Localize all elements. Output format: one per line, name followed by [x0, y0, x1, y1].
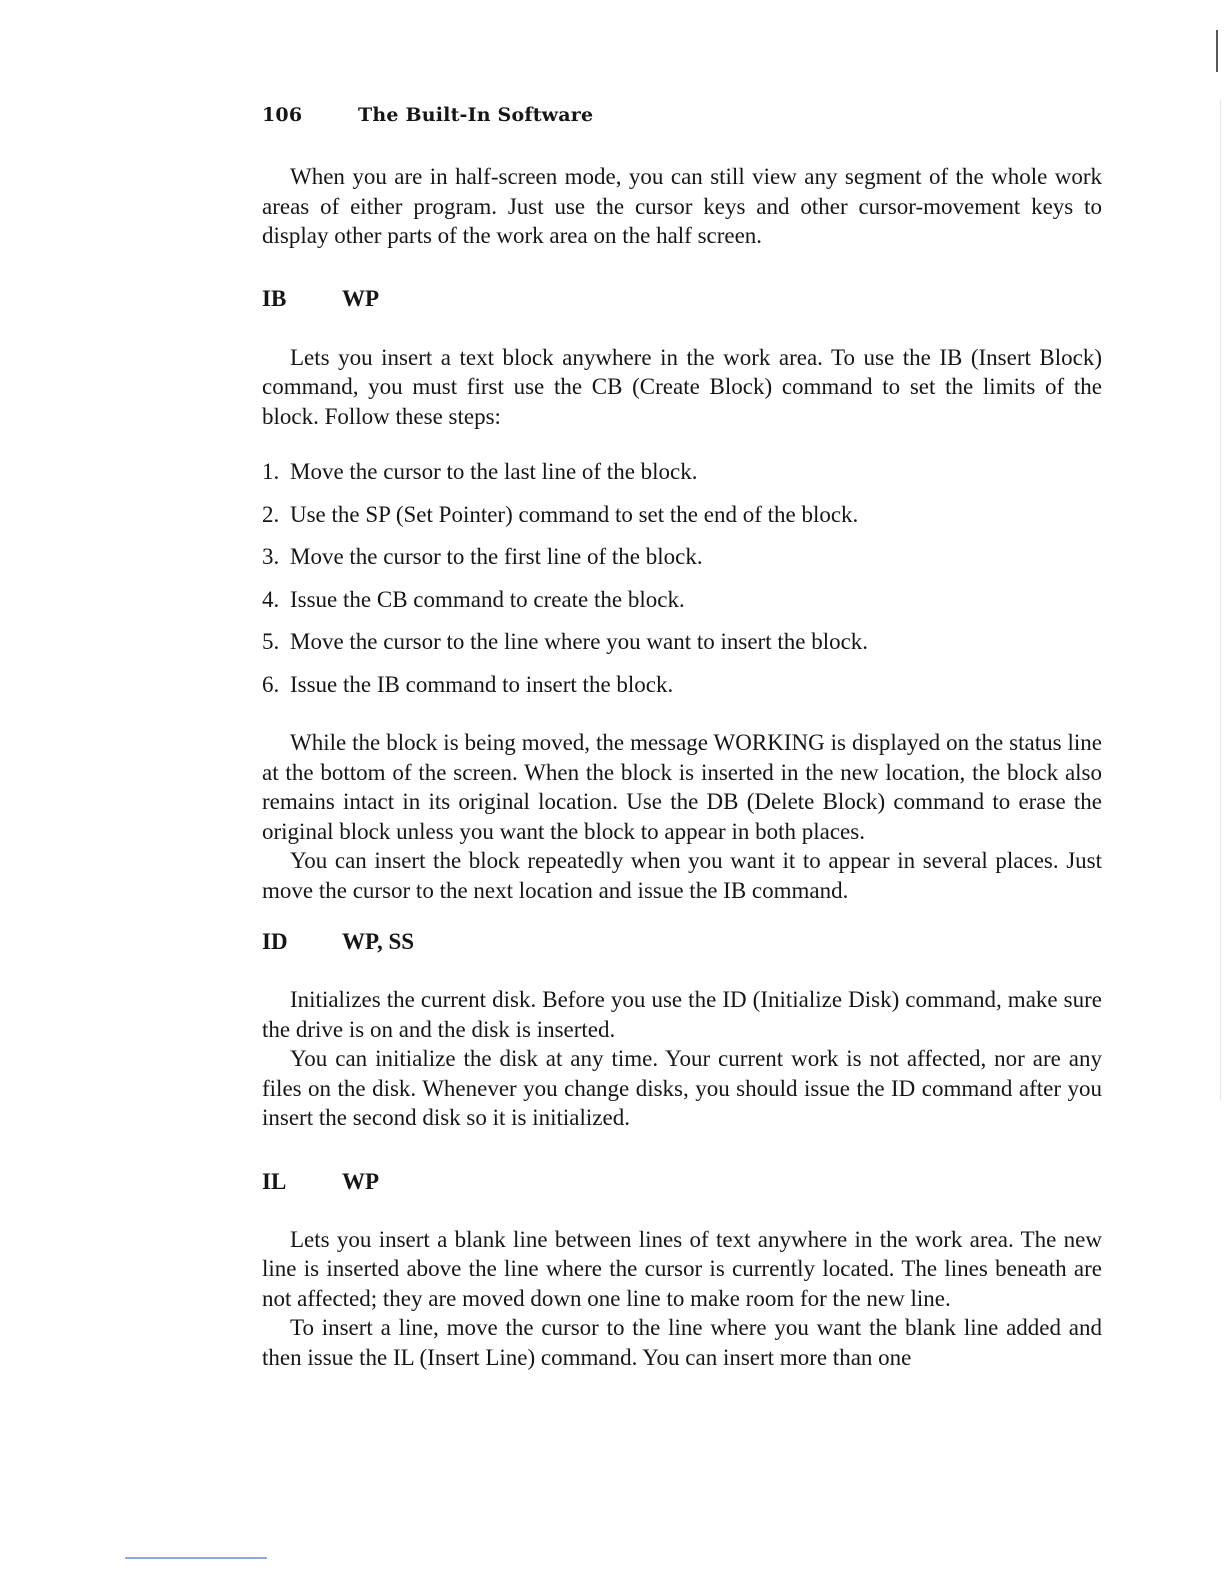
list-item: 5. Move the cursor to the line where you want to insert the block.	[262, 629, 869, 654]
list-item: 2. Use the SP (Set Pointer) command to set the end of the block.	[262, 501, 859, 527]
id-description: Initializes the current disk. Before you use the ID (Initialize Disk) command, make sure the drive is on and the disk is inserted.	[262, 987, 1102, 1042]
bottom-scan-line	[125, 1557, 267, 1559]
list-item: 6. Issue the IB command to insert the block.	[262, 671, 674, 697]
il-detail-paragraph: To insert a line, move the cursor to the line where you want the blank line added and then issue the IL (Insert Line) command. You can insert more than one	[262, 1315, 1102, 1370]
list-item: 4. Issue the CB command to create the block.	[262, 586, 685, 612]
intro-paragraph: When you are in half-screen mode, you can still view any segment of the whole work areas of either program. Just use the cursor keys and other cursor-movement keys to display other parts of the work area on the half screen.	[262, 164, 1102, 248]
running-header	[262, 104, 1102, 134]
command-programs: WP	[342, 1168, 380, 1194]
page-content	[262, 104, 1102, 1372]
command-name: IL	[262, 1168, 287, 1194]
scan-edge-mark	[1216, 30, 1218, 72]
section-heading-id	[262, 927, 1102, 957]
ib-description: Lets you insert a text block anywhere in the work area. To use the IB (Insert Block) command, you must first use the CB (Create Block) command to set the limits of the block. Follow these steps:	[262, 344, 1102, 429]
section-heading-il	[262, 1167, 1102, 1197]
ib-working-paragraph: While the block is being moved, the message WORKING is displayed on the status line at the bottom of the screen. When the block is inserted in the new location, the block also remains intact in its original location. Use the DB (Delete Block) command to erase the original block unless you want the block to appear in both places.	[262, 730, 1102, 844]
command-name: ID	[262, 929, 288, 954]
scan-edge-shadow	[1220, 100, 1221, 1100]
command-programs: WP, SS	[342, 929, 415, 954]
il-description: Lets you insert a blank line between lines of text anywhere in the work area. The new line is inserted above the line where the cursor is currently located. The lines beneath are not affected; they are moved down one line to make room for the new line.	[262, 1226, 1102, 1311]
command-programs: WP	[342, 285, 380, 311]
list-item: 1. Move the cursor to the last line of the block.	[262, 459, 698, 484]
section-heading-ib	[262, 284, 1102, 314]
ib-repeat-paragraph: You can insert the block repeatedly when you want it to appear in several places. Just move the cursor to the next location and issue the IB command.	[262, 848, 1102, 903]
chapter-title: The Built-In Software	[358, 104, 594, 126]
ib-steps-list	[262, 457, 1102, 712]
id-detail-paragraph: You can initialize the disk at any time. Your current work is not affected, nor are any files on the disk. Whenever you change disks, you should issue the ID command after you insert the second disk so it is initialized.	[262, 1046, 1102, 1130]
command-name: IB	[262, 285, 287, 311]
page-number: 106	[262, 104, 303, 126]
list-item: 3. Move the cursor to the first line of the block.	[262, 544, 703, 569]
